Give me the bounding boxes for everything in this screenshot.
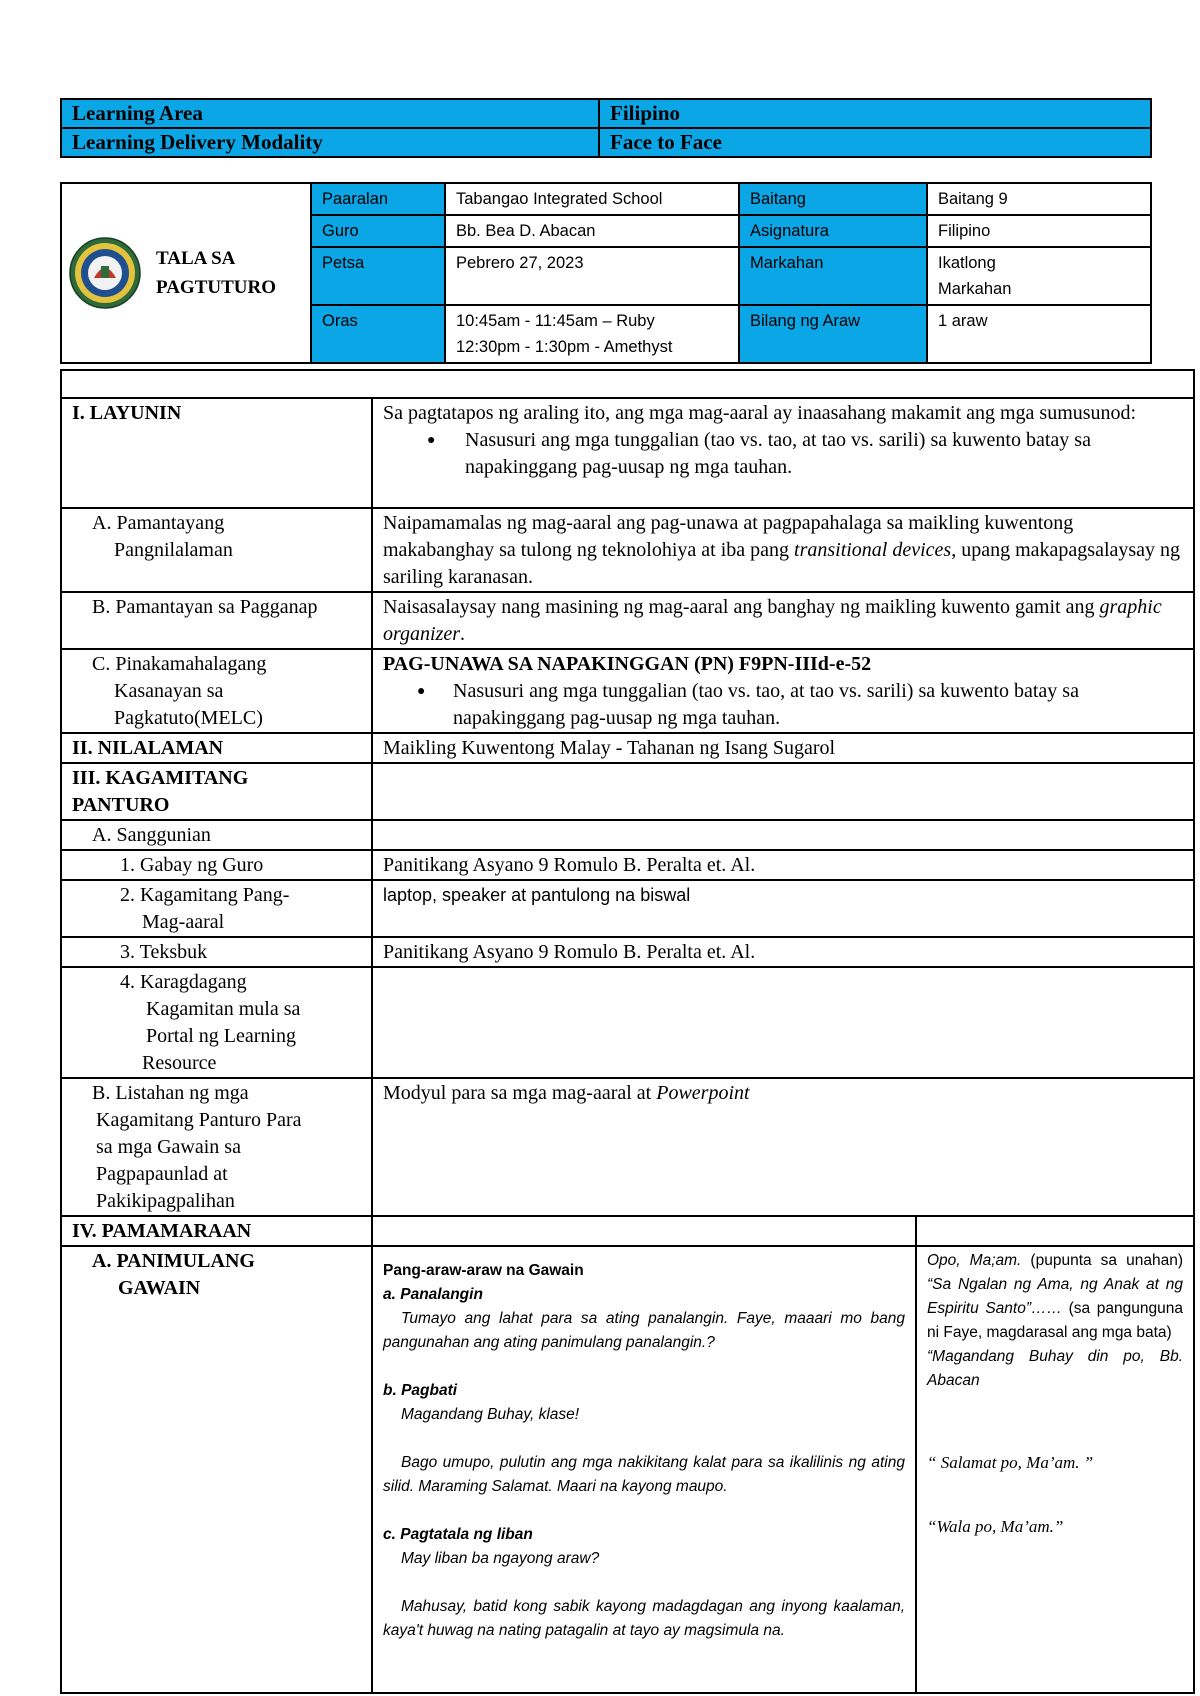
teacher-activity-cell <box>372 1246 916 1693</box>
kagamitang-pang-mag-aaral-value: laptop, speaker at pantulong na biswal <box>372 880 1194 937</box>
tala-sa-pagtuturo-table <box>60 182 1152 364</box>
learning-area-label: Learning Area <box>61 99 599 128</box>
gabay-ng-guro-label: 1. Gabay ng Guro <box>61 850 372 880</box>
nilalaman-label: II. NILALAMAN <box>61 733 372 763</box>
school-seal-logo <box>68 236 142 310</box>
tala-header-cell <box>61 183 311 363</box>
melc-code: PAG-UNAWA SA NAPAKINGGAN (PN) F9PN-IIId-e-52 <box>383 653 872 675</box>
bilang-ng-araw-value: 1 araw <box>927 305 1151 363</box>
pagtatala-label: c. Pagtatala ng liban <box>383 1526 533 1543</box>
response-panalangin: Opo, Ma;am. (pupunta sa unahan) “Sa Ngalan ng Ama, ng Anak at ng Espiritu Santo”…… (sa pangunguna ni Faye, magdarasal ang mga bata) <box>927 1252 1184 1341</box>
melc-label: C. Pinakamahalagang Kasanayan sa Pagkatuto(MELC) <box>61 649 372 733</box>
baitang-label: Baitang <box>739 183 927 215</box>
nilalaman-value: Maikling Kuwentong Malay - Tahanan ng Isang Sugarol <box>372 733 1194 763</box>
asignatura-value: Filipino <box>927 215 1151 247</box>
response-salamat: “ Salamat po, Ma’am. ” <box>927 1453 1094 1472</box>
listahan-ng-kagamitan-label: B. Listahan ng mga Kagamitang Panturo Para sa mga Gawain sa Pagpapaunlad at Pakikipagpalihan <box>61 1078 372 1216</box>
sanggunian-value <box>372 820 1194 850</box>
teksbuk-label: 3. Teksbuk <box>61 937 372 967</box>
oras-label: Oras <box>311 305 445 363</box>
melc-content <box>372 649 1194 733</box>
panalangin-label: a. Panalangin <box>383 1286 483 1303</box>
guro-label: Guro <box>311 215 445 247</box>
teksbuk-value: Panitikang Asyano 9 Romulo B. Peralta et. Al. <box>372 937 1194 967</box>
melc-bullet: ● Nasusuri ang mga tunggalian (tao vs. tao, at tao vs. sarili) sa kuwento batay sa napakinggang pag-uusap ng mga tauhan. <box>383 678 1183 732</box>
gabay-ng-guro-value: Panitikang Asyano 9 Romulo B. Peralta et. Al. <box>372 850 1194 880</box>
lesson-plan-table <box>60 369 1195 1694</box>
tala-title: TALA SA PAGTUTURO <box>156 248 276 298</box>
kagamitang-panturo-label: III. KAGAMITANG PANTURO <box>61 763 372 820</box>
petsa-label: Petsa <box>311 247 445 305</box>
pagtatala-text: May liban ba ngayong araw? <box>401 1550 600 1567</box>
response-pagbati: “Magandang Buhay din po, Bb. Abacan <box>927 1348 1184 1389</box>
blank-header-row <box>61 370 1194 398</box>
panalangin-text: Tumayo ang lahat para sa ating panalangin. Faye, maaari mo bang pangunahan ang ating panimulang panalangin.? <box>383 1310 905 1351</box>
panimulang-gawain-label: A. PANIMULANG GAWAIN <box>61 1246 372 1693</box>
pagbati-text: Magandang Buhay, klase! <box>401 1406 580 1423</box>
kagamitang-panturo-value <box>372 763 1194 820</box>
pamantayan-sa-pagganap-content: Naisasalaysay nang masining ng mag-aaral ang banghay ng maikling kuwento gamit ang graphic organizer. <box>372 592 1194 649</box>
learning-area-table <box>60 98 1152 158</box>
modality-value: Face to Face <box>599 128 1151 157</box>
paaralan-value: Tabangao Integrated School <box>445 183 739 215</box>
markahan-label: Markahan <box>739 247 927 305</box>
pagbati-text-2: Bago umupo, pulutin ang mga nakikitang kalat para sa ikalilinis ng ating silid. Maraming Salamat. Maari na kayong maupo. <box>383 1454 905 1495</box>
karagdagang-kagamitan-label: 4. Karagdagang Kagamitan mula sa Portal ng Learning Resource <box>61 967 372 1078</box>
oras-value: 10:45am - 11:45am – Ruby 12:30pm - 1:30pm - Amethyst <box>445 305 739 363</box>
paaralan-label: Paaralan <box>311 183 445 215</box>
pamantayang-pangnilalaman-content: Naipamamalas ng mag-aaral ang pag-unawa at pagpapahalaga sa maikling kuwentong makabanghay sa tulong ng teknolohiya at iba pang transitional devices, upang makapagsalaysay ng sariling karanasan. <box>372 508 1194 592</box>
bilang-ng-araw-label: Bilang ng Araw <box>739 305 927 363</box>
sanggunian-label: A. Sanggunian <box>61 820 372 850</box>
markahan-value: Ikatlong Markahan <box>927 247 1151 305</box>
pamantayang-pangnilalaman-label: A. Pamantayang Pangnilalaman <box>61 508 372 592</box>
pamamaraan-label: IV. PAMAMARAAN <box>61 1216 372 1246</box>
response-liban: “Wala po, Ma’am.” <box>927 1517 1064 1536</box>
kagamitang-pang-mag-aaral-label: 2. Kagamitang Pang- Mag-aaral <box>61 880 372 937</box>
asignatura-label: Asignatura <box>739 215 927 247</box>
pagtatala-text-2: Mahusay, batid kong sabik kayong madagdagan ang inyong kaalaman, kaya't huwag na nating patagalin at tayo ay magsimula na. <box>383 1598 905 1639</box>
karagdagang-kagamitan-value <box>372 967 1194 1078</box>
learning-area-value: Filipino <box>599 99 1151 128</box>
student-response-cell <box>916 1246 1194 1693</box>
pamamaraan-student-header <box>916 1216 1194 1246</box>
baitang-value: Baitang 9 <box>927 183 1151 215</box>
layunin-content: Sa pagtatapos ng araling ito, ang mga mag-aaral ay inaasahang makamit ang mga sumusunod: ● Nasusuri ang mga tunggalian (tao vs. tao, at tao vs. sarili) sa kuwento batay sa napakinggang pag-uusap ng mga tauhan. <box>372 398 1194 508</box>
listahan-ng-kagamitan-value: Modyul para sa mga mag-aaral at Powerpoint <box>372 1078 1194 1216</box>
pamamaraan-teacher-header <box>372 1216 916 1246</box>
pamantayan-sa-pagganap-label: B. Pamantayan sa Pagganap <box>61 592 372 649</box>
layunin-bullet: ● Nasusuri ang mga tunggalian (tao vs. tao, at tao vs. sarili) sa kuwento batay sa napakinggang pag-uusap ng mga tauhan. <box>383 427 1183 481</box>
guro-value: Bb. Bea D. Abacan <box>445 215 739 247</box>
layunin-label: I. LAYUNIN <box>61 398 372 508</box>
pang-araw-araw-heading: Pang-araw-araw na Gawain <box>383 1262 584 1279</box>
petsa-value: Pebrero 27, 2023 <box>445 247 739 305</box>
modality-label: Learning Delivery Modality <box>61 128 599 157</box>
pagbati-label: b. Pagbati <box>383 1382 458 1399</box>
